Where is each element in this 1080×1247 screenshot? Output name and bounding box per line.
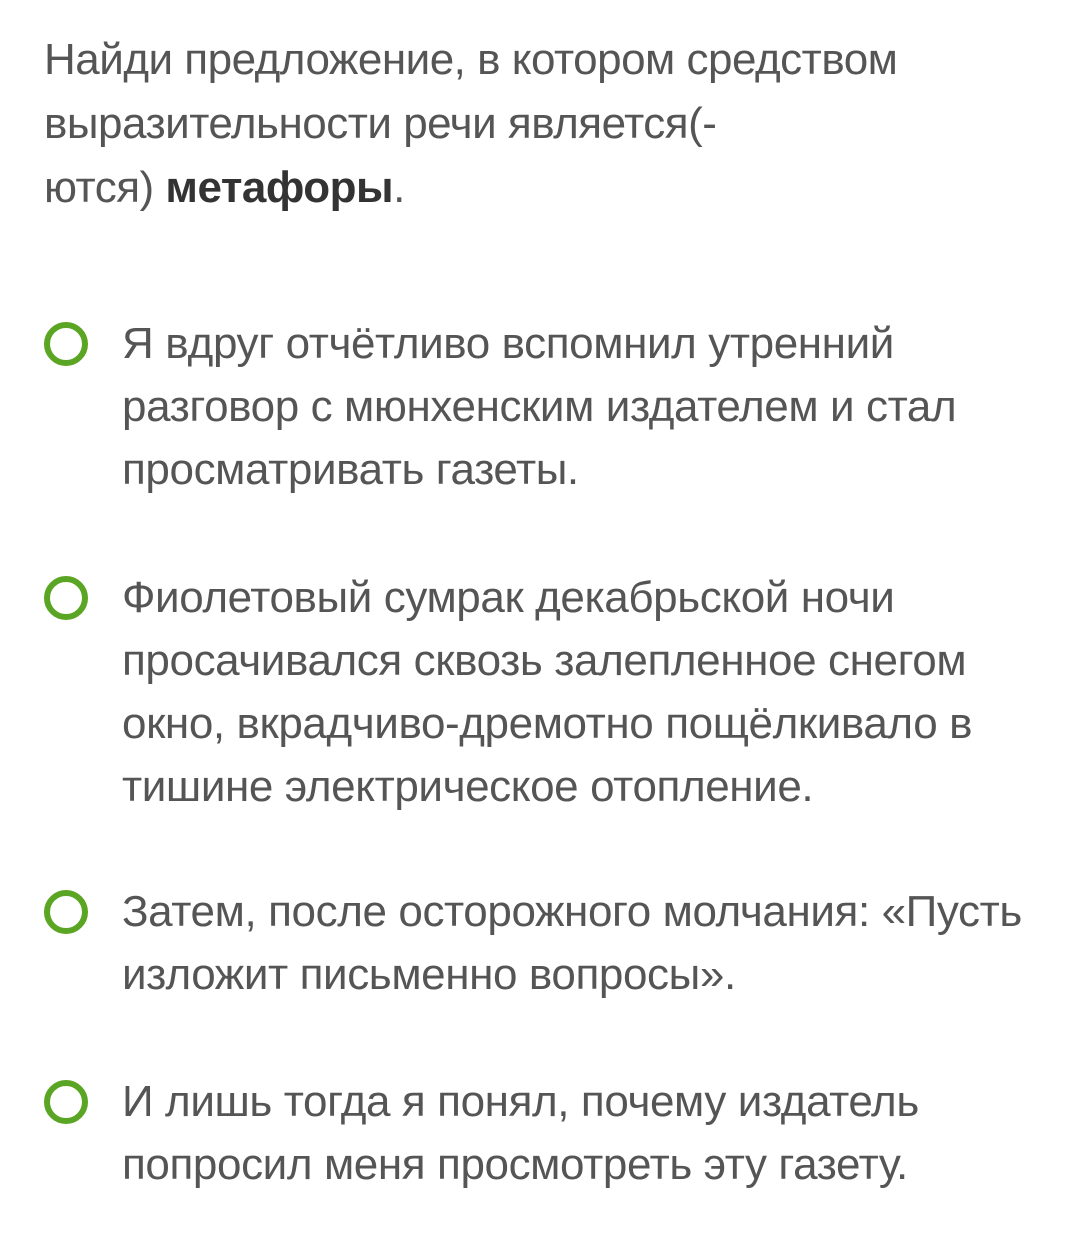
option-line: Затем, после осторожного молчания: «Пусть bbox=[122, 887, 1022, 936]
option-line: разговор с мюнхенским издателем и стал bbox=[122, 382, 957, 431]
option-line: попросил меня просмотреть эту газету. bbox=[122, 1140, 908, 1189]
option-line: просматривать газеты. bbox=[122, 445, 579, 494]
question-text bbox=[44, 28, 1004, 220]
radio-button[interactable] bbox=[44, 1080, 88, 1124]
option-line: Фиолетовый сумрак декабрьской ночи bbox=[122, 573, 895, 622]
option-line: изложит письменно вопросы». bbox=[122, 950, 736, 999]
question-line: Найди предложение, в котором средством bbox=[44, 35, 898, 84]
radio-button[interactable] bbox=[44, 890, 88, 934]
option-line: Я вдруг отчётливо вспомнил утренний bbox=[122, 319, 894, 368]
question-line: выразительности речи является(- bbox=[44, 99, 717, 148]
question-line-suffix: . bbox=[393, 163, 405, 212]
option-line: просачивался сквозь залепленное снегом bbox=[122, 636, 967, 685]
question-line-prefix: ются) bbox=[44, 163, 166, 212]
radio-button[interactable] bbox=[44, 322, 88, 366]
answer-option-text[interactable] bbox=[122, 566, 1042, 818]
option-line: тишине электрическое отопление. bbox=[122, 762, 814, 811]
answer-option-text[interactable] bbox=[122, 312, 1042, 501]
radio-button[interactable] bbox=[44, 576, 88, 620]
question-emphasis: метафоры bbox=[165, 163, 394, 212]
option-line: И лишь тогда я понял, почему издатель bbox=[122, 1077, 919, 1126]
question-line bbox=[44, 156, 1004, 220]
answer-option-text[interactable] bbox=[122, 880, 1042, 1006]
answer-option-text[interactable] bbox=[122, 1070, 1042, 1196]
option-line: окно, вкрадчиво-дремотно пощёлкивало в bbox=[122, 699, 973, 748]
